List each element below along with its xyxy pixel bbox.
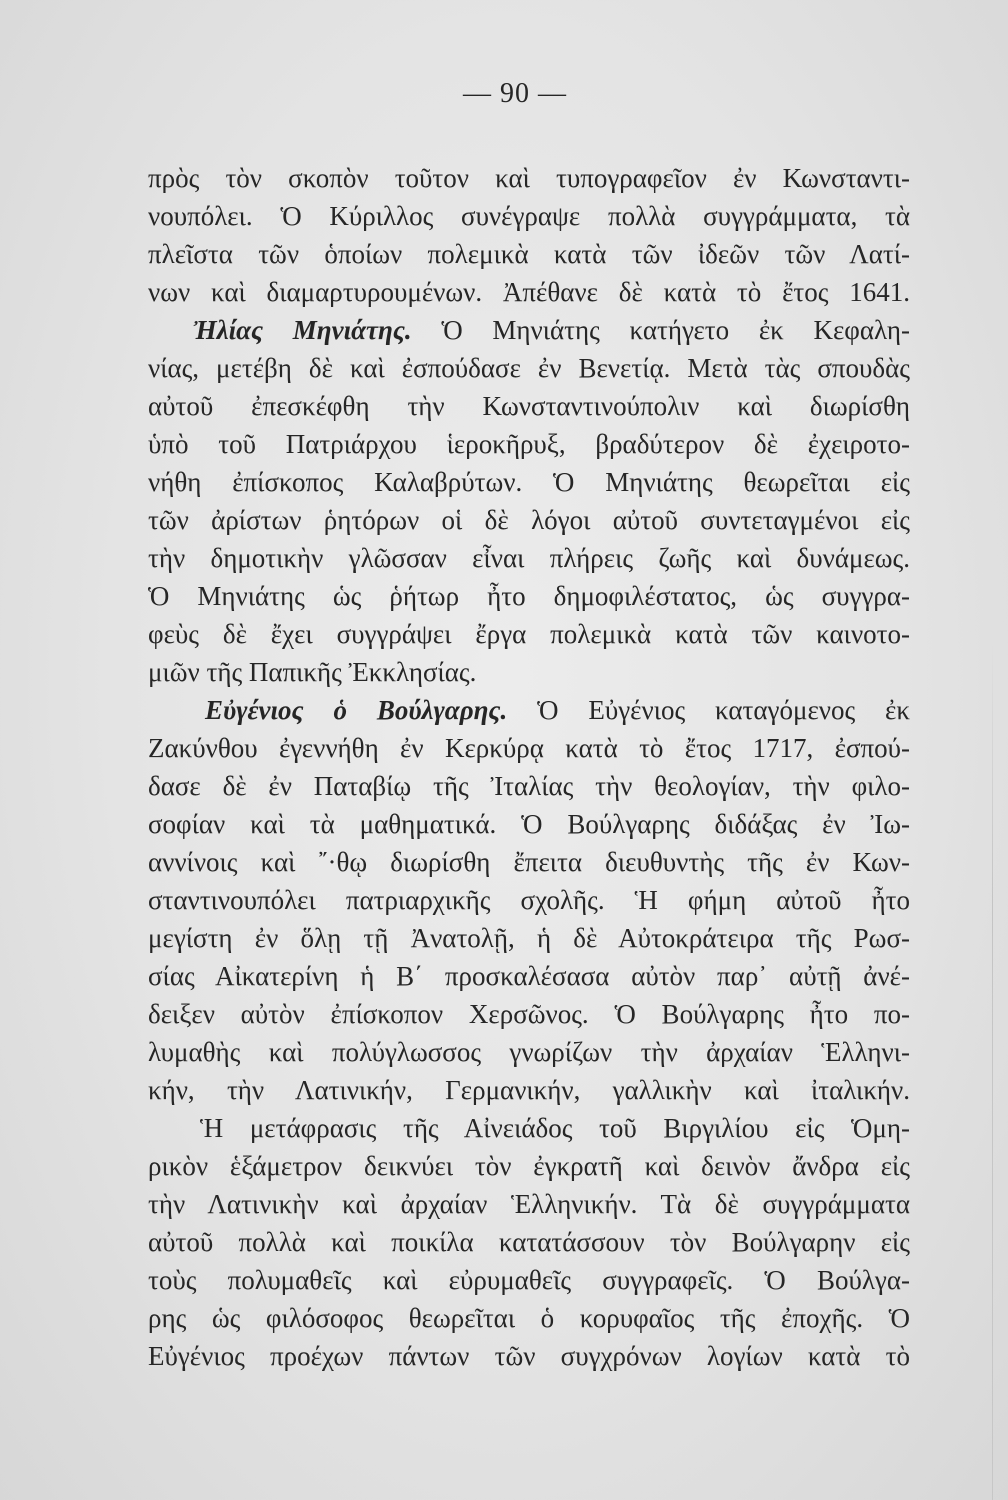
text-line: Εὐγένιος προέχων πάντων τῶν συγχρόνων λογίων κατὰ τὸ bbox=[148, 1341, 910, 1371]
section-heading-miniatis: Ἠλίας Μηνιάτης. bbox=[193, 315, 412, 345]
text-line: δειξεν αὐτὸν ἐπίσκοπον Χερσῶνος. Ὁ Βούλγαρης ἦτο πο- bbox=[148, 999, 910, 1029]
text-line: ρης ὡς φιλόσοφος θεωρεῖται ὁ κορυφαῖος τῆς ἐποχῆς. Ὁ bbox=[148, 1303, 910, 1333]
text-line: σίας Αἰκατερίνη ἡ Β΄ προσκαλέσασα αὐτὸν παρ᾽ αὐτῇ ἀνέ- bbox=[148, 961, 910, 991]
text-line: κήν, τὴν Λατινικήν, Γερμανικήν, γαλλικὴν καὶ ἰταλικήν. bbox=[148, 1075, 910, 1105]
text-run: Ὁ Μηνιάτης κατήγετο ἐκ Κεφαλη- bbox=[411, 315, 910, 345]
text-line: μεγίστη ἐν ὅλῃ τῇ Ἀνατολῇ, ἡ δὲ Αὐτοκράτειρα τῆς Ρωσ- bbox=[148, 923, 910, 953]
page-edge bbox=[992, 640, 993, 1500]
text-run: Ὁ Εὐγένιος καταγόμενος ἐκ bbox=[507, 695, 911, 725]
text-line: τῶν ἀρίστων ῥητόρων οἱ δὲ λόγοι αὐτοῦ συντεταγμένοι εἰς bbox=[148, 505, 910, 535]
text-line: πρὸς τὸν σκοπὸν τοῦτον καὶ τυπογραφεῖον ἐν Κωνσταντι- bbox=[148, 163, 910, 193]
text-line: φεὺς δὲ ἔχει συγγράψει ἔργα πολεμικὰ κατὰ τῶν καινοτο- bbox=[148, 619, 910, 649]
text-line: νων καὶ διαμαρτυρουμένων. Ἀπέθανε δὲ κατὰ τὸ ἔτος 1641. bbox=[148, 277, 910, 307]
text-line: ὑπὸ τοῦ Πατριάρχου ἱεροκῆρυξ, βραδύτερον δὲ ἐχειροτο- bbox=[148, 429, 910, 459]
text-line: δασε δὲ ἐν Παταβίῳ τῆς Ἰταλίας τὴν θεολογίαν, τὴν φιλο- bbox=[148, 771, 910, 801]
text-line: μιῶν τῆς Παπικῆς Ἐκκλησίας. bbox=[148, 657, 477, 687]
page-number: — 90 — bbox=[463, 78, 567, 109]
body-text bbox=[148, 159, 910, 1375]
text-line: νίας, μετέβη δὲ καὶ ἐσπούδασε ἐν Βενετίᾳ. Μετὰ τὰς σπουδὰς bbox=[148, 353, 910, 383]
text-line: τὴν Λατινικὴν καὶ ἀρχαίαν Ἑλληνικήν. Τὰ δὲ συγγράμματα bbox=[148, 1189, 910, 1219]
text-line: λυμαθὴς καὶ πολύγλωσσος γνωρίζων τὴν ἀρχαίαν Ἑλληνι- bbox=[148, 1037, 910, 1067]
text-line: Ἡ μετάφρασις τῆς Αἰνειάδος τοῦ Βιργιλίου εἰς Ὁμη- bbox=[200, 1113, 910, 1143]
text-line: αννίνοις καὶ ῎·θῳ διωρίσθη ἔπειτα διευθυντὴς τῆς ἐν Κων- bbox=[148, 847, 910, 877]
text-line bbox=[148, 311, 910, 349]
text-line: πλεῖστα τῶν ὁποίων πολεμικὰ κατὰ τῶν ἰδεῶν τῶν Λατί- bbox=[148, 239, 910, 269]
text-line: Ζακύνθου ἐγεννήθη ἐν Κερκύρᾳ κατὰ τὸ ἔτος 1717, ἐσπού- bbox=[148, 733, 910, 763]
text-line: σοφίαν καὶ τὰ μαθηματικά. Ὁ Βούλγαρης διδάξας ἐν Ἰω- bbox=[148, 809, 910, 839]
text-line: νήθη ἐπίσκοπος Καλαβρύτων. Ὁ Μηνιάτης θεωρεῖται εἰς bbox=[148, 467, 910, 497]
section-heading-voulgaris: Εὐγένιος ὁ Βούλγαρης. bbox=[205, 695, 508, 725]
text-line: σταντινουπόλει πατριαρχικῆς σχολῆς. Ἡ φήμη αὐτοῦ ἦτο bbox=[148, 885, 910, 915]
text-line: ρικὸν ἑξάμετρον δεικνύει τὸν ἐγκρατῆ καὶ δεινὸν ἄνδρα εἰς bbox=[148, 1151, 910, 1181]
text-line bbox=[148, 691, 910, 729]
text-line: τὴν δημοτικὴν γλῶσσαν εἶναι πλήρεις ζωῆς καὶ δυνάμεως. bbox=[148, 543, 910, 573]
text-line: Ὁ Μηνιάτης ὡς ῥήτωρ ἦτο δημοφιλέστατος, ὡς συγγρα- bbox=[148, 581, 910, 611]
text-line: αὐτοῦ πολλὰ καὶ ποικίλα κατατάσσουν τὸν Βούλγαρην εἰς bbox=[148, 1227, 910, 1257]
text-line: νουπόλει. Ὁ Κύριλλος συνέγραψε πολλὰ συγγράμματα, τὰ bbox=[148, 201, 910, 231]
text-line: τοὺς πολυμαθεῖς καὶ εὐρυμαθεῖς συγγραφεῖς. Ὁ Βούλγα- bbox=[148, 1265, 910, 1295]
text-line: αὐτοῦ ἐπεσκέφθη τὴν Κωνσταντινούπολιν καὶ διωρίσθη bbox=[148, 391, 910, 421]
